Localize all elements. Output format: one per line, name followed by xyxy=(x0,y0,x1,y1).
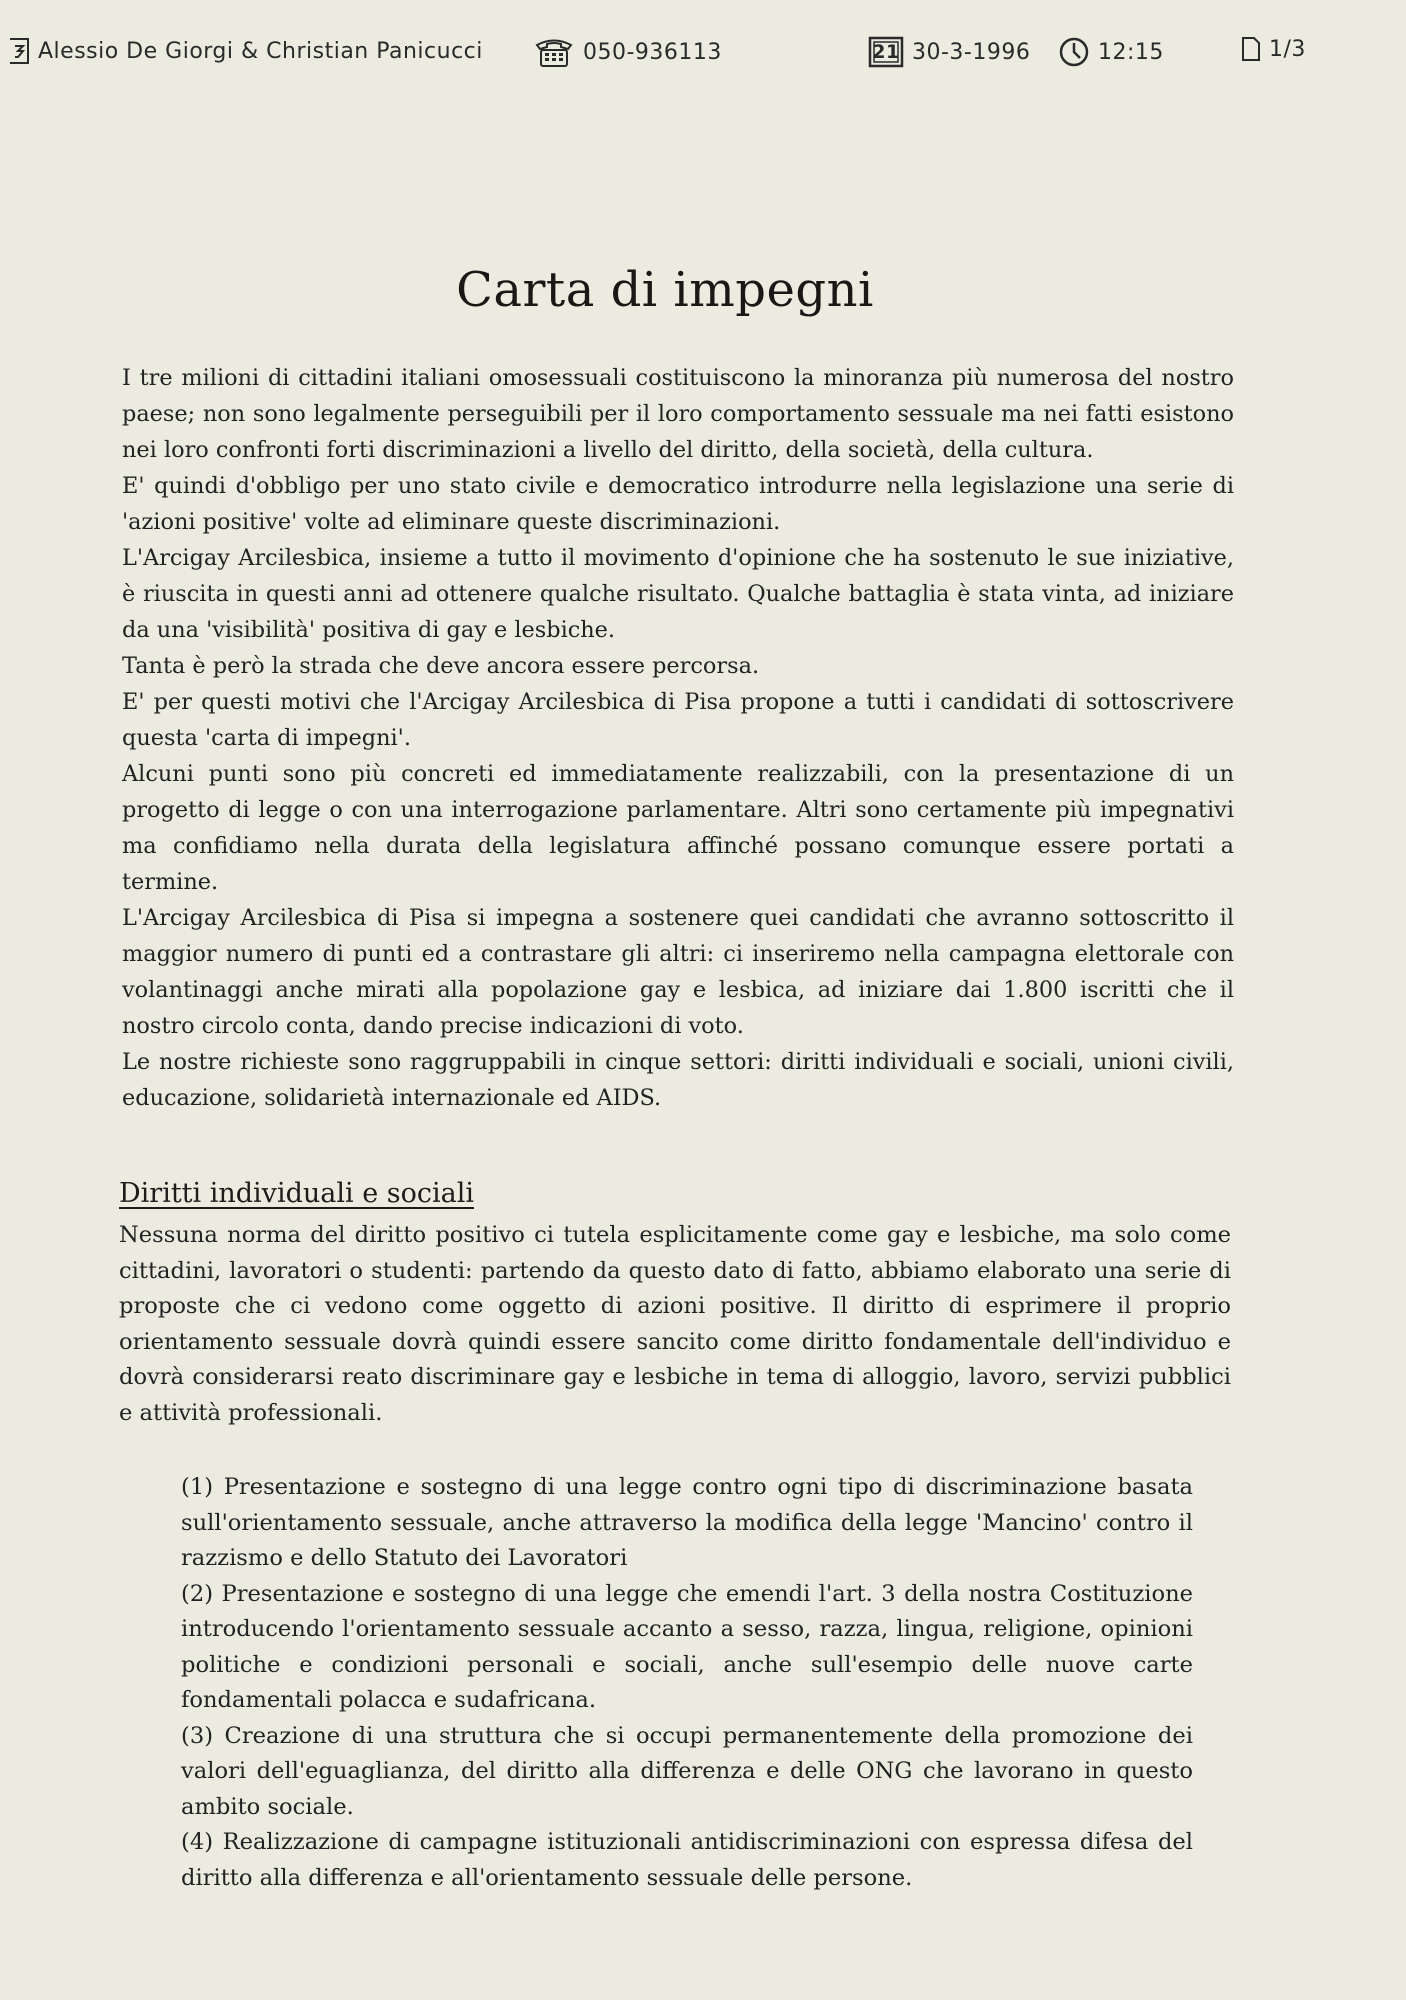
proposal-item: (4) Realizzazione di campagne istituzionali antidiscriminazioni con espressa difesa del diritto alla differenza e all'orientamento sessuale delle persone. xyxy=(181,1829,1193,1891)
phone-number: 050-936113 xyxy=(583,39,722,65)
page-info xyxy=(1241,36,1306,62)
date-info xyxy=(868,36,1030,68)
intro-text xyxy=(122,360,1234,1116)
proposal-item: (1) Presentazione e sostegno di una legge contro ogni tipo di discriminazione basata sull'orientamento sessuale, anche attraverso la modifica della legge 'Mancino' contro il razzismo e dello Statuto dei Lavoratori xyxy=(181,1474,1193,1571)
clock-icon xyxy=(1058,36,1098,68)
intro-paragraph: E' quindi d'obbligo per uno stato civile e democratico introdurre nella legislazione una serie di 'azioni positive' volte ad eliminare queste discriminazioni. xyxy=(122,473,1234,535)
telephone-icon xyxy=(533,36,583,68)
intro-paragraph: L'Arcigay Arcilesbica di Pisa si impegna a sostenere quei candidati che avranno sottoscritto il maggior numero di punti ed a contrastare gli altri: ci inseriremo nella campagna elettorale con volantinaggi anche mirati alla popolazione gay e lesbica, ad iniziare dai 1.800 iscritti che il nostro circolo conta, dando precise indicazioni di voto. xyxy=(122,905,1234,1039)
intro-paragraph: I tre milioni di cittadini italiani omosessuali costituiscono la minoranza più numerosa del nostro paese; non sono legalmente perseguibili per il loro comportamento sessuale ma nei fatti esistono nei loro confronti forti discriminazioni a livello del diritto, della società, della cultura. xyxy=(122,365,1234,463)
intro-paragraph: Tanta è però la strada che deve ancora essere percorsa. xyxy=(122,653,760,679)
fax-time: 12:15 xyxy=(1098,39,1164,65)
page-number: 1/3 xyxy=(1269,36,1306,62)
proposal-item: (2) Presentazione e sostegno di una legge che emendi l'art. 3 della nostra Costituzione introducendo l'orientamento sessuale accanto a sesso, razza, lingua, religione, opinioni politiche e condizioni personali e sociali, anche sull'esempio delle nuove carte fondamentali polacca e sudafricana. xyxy=(181,1580,1193,1713)
sender-name: Alessio De Giorgi & Christian Panicucci xyxy=(38,38,483,64)
document-title: Carta di impegni xyxy=(456,262,874,318)
proposal-item: (3) Creazione di una struttura che si occupi permanentemente della promozione dei valori dell'eguaglianza, del diritto alla differenza e delle ONG che lavorano in questo ambito sociale. xyxy=(181,1722,1193,1820)
calendar-icon xyxy=(868,36,904,68)
intro-paragraph: Alcuni punti sono più concreti ed immediatamente realizzabili, con la presentazione di un progetto di legge o con una interrogazione parlamentare. Altri sono certamente più impegnativi ma confidiamo nella durata della legislatura affinché possano comunque essere portati a termine. xyxy=(122,761,1234,895)
intro-paragraph: Le nostre richieste sono raggruppabili in cinque settori: diritti individuali e sociali, unioni civili, educazione, solidarietà internazionale ed AIDS. xyxy=(122,1049,1234,1111)
section-title: Diritti individuali e sociali xyxy=(119,1178,474,1209)
section-paragraph: Nessuna norma del diritto positivo ci tutela esplicitamente come gay e lesbiche, ma solo come cittadini, lavoratori o studenti: partendo da questo dato di fatto, abbiamo elaborato una serie di proposte che ci vedono come oggetto di azioni positive. Il diritto di esprimere il proprio orientamento sessuale dovrà quindi essere sancito come diritto fondamentale dell'individuo e dovrà considerarsi reato discriminare gay e lesbiche in tema di alloggio, lavoro, servizi pubblici e attività professionali. xyxy=(119,1222,1231,1426)
intro-paragraph: L'Arcigay Arcilesbica, insieme a tutto il movimento d'opinione che ha sostenuto le sue iniziative, è riuscita in questi anni ad ottenere qualche risultato. Qualche battaglia è stata vinta, ad iniziare da una 'visibilità' positiva di gay e lesbiche. xyxy=(122,545,1234,643)
page-icon xyxy=(1241,36,1269,62)
intro-paragraph: E' per questi motivi che l'Arcigay Arcilesbica di Pisa propone a tutti i candidati di sottoscrivere questa 'carta di impegni'. xyxy=(122,689,1234,751)
fax-date: 30-3-1996 xyxy=(912,39,1031,65)
calendar-day: 21 xyxy=(872,41,900,63)
fax-header xyxy=(0,36,1406,70)
proposal-list xyxy=(181,1470,1193,1896)
time-info xyxy=(1058,36,1164,68)
section-intro xyxy=(119,1218,1231,1431)
phone-info xyxy=(533,36,722,68)
fax-sender-icon xyxy=(8,36,38,66)
sender-info xyxy=(8,36,483,66)
